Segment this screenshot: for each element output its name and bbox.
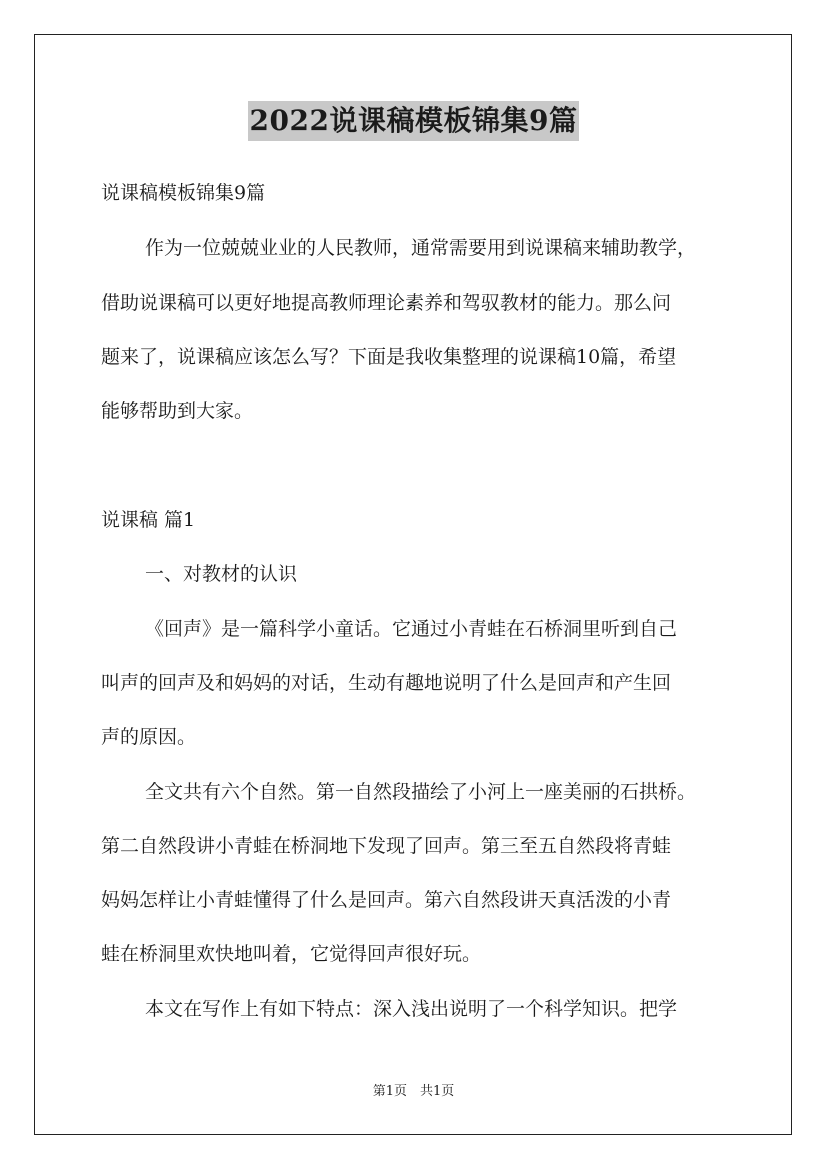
document-subtitle: 说课稿模板锦集9篇	[101, 182, 266, 204]
paragraph-line: 第二自然段讲小青蛙在桥洞地下发现了回声。第三至五自然段将青蛙	[101, 835, 672, 857]
intro-line: 借助说课稿可以更好地提高教师理论素养和驾驭教材的能力。那么问	[101, 292, 672, 314]
section-heading: 说课稿 篇1	[101, 509, 196, 531]
paragraph-line: 蛙在桥洞里欢快地叫着，它觉得回声很好玩。	[101, 943, 482, 965]
document-title	[0, 101, 827, 143]
paragraph-line: 妈妈怎样让小青蛙懂得了什么是回声。第六自然段讲天真活泼的小青	[101, 889, 672, 911]
paragraph-line: 声的原因。	[101, 726, 197, 748]
paragraph-line: 本文在写作上有如下特点：深入浅出说明了一个科学知识。把学	[145, 998, 678, 1020]
intro-line: 题来了，说课稿应该怎么写？下面是我收集整理的说课稿10篇，希望	[101, 346, 677, 368]
intro-line: 能够帮助到大家。	[101, 400, 254, 422]
document-title-text: 2022说课稿模板锦集9篇	[248, 101, 580, 141]
paragraph-line: 《回声》是一篇科学小童话。它通过小青蛙在石桥洞里听到自己	[145, 618, 678, 640]
page-number: 第1页 共1页	[372, 1084, 455, 1099]
paragraph-line: 叫声的回声及和妈妈的对话，生动有趣地说明了什么是回声和产生回	[101, 672, 672, 694]
intro-line: 作为一位兢兢业业的人民教师，通常需要用到说课稿来辅助教学，	[145, 237, 697, 259]
paragraph-line: 全文共有六个自然。第一自然段描绘了小河上一座美丽的石拱桥。	[145, 781, 697, 803]
subsection-heading: 一、对教材的认识	[145, 563, 298, 585]
